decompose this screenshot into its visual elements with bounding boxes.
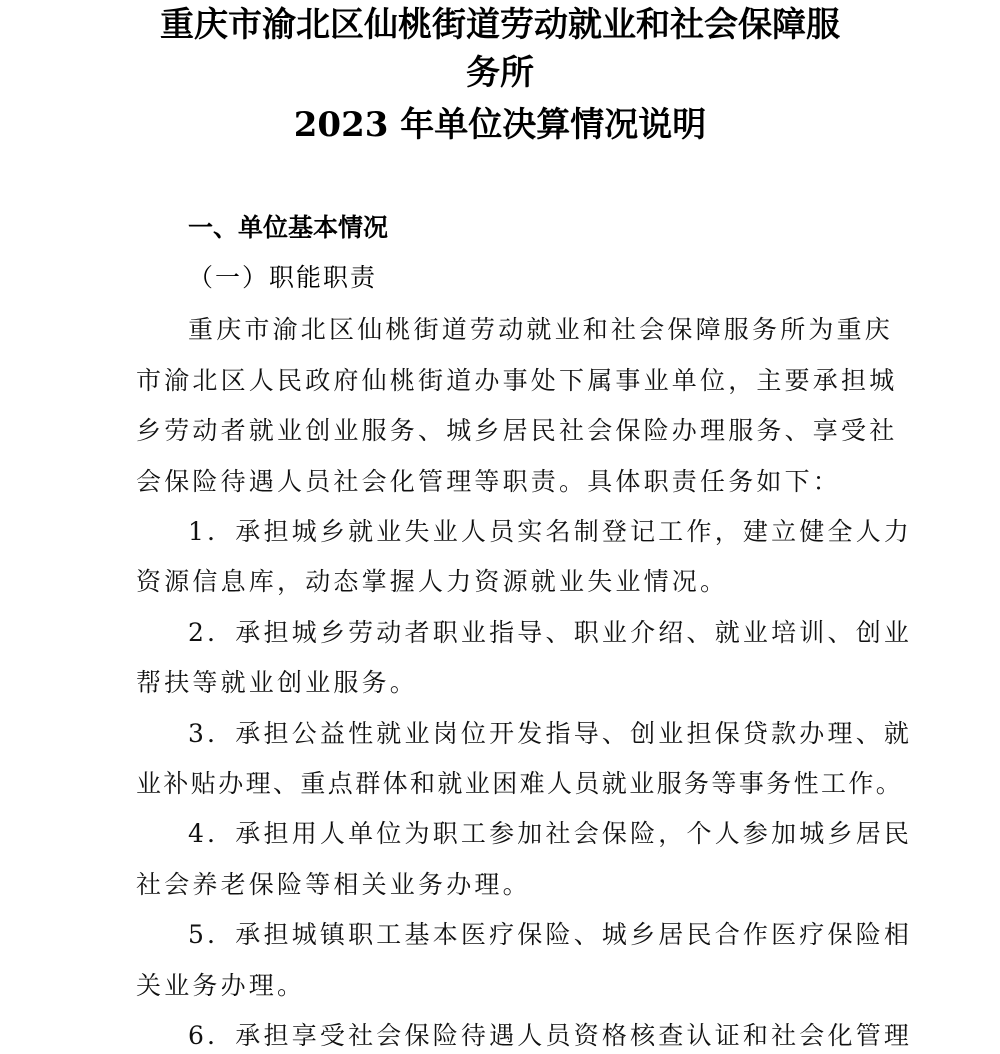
list-item-line: 1．承担城乡就业失业人员实名制登记工作，建立健全人力 (188, 517, 913, 546)
list-item-line: 业补贴办理、重点群体和就业困难人员就业服务等事务性工作。 (136, 769, 904, 798)
list-item-line: 资源信息库，动态掌握人力资源就业失业情况。 (136, 567, 729, 596)
document-title-line-2: 务所 (466, 53, 534, 93)
list-item-line: 2．承担城乡劳动者职业指导、职业介绍、就业培训、创业 (188, 618, 913, 647)
list-item-line: 4．承担用人单位为职工参加社会保险，个人参加城乡居民 (188, 819, 913, 848)
list-item-line: 社会养老保险等相关业务办理。 (136, 870, 531, 899)
paragraph-line: 乡劳动者就业创业服务、城乡居民社会保险办理服务、享受社 (136, 416, 898, 445)
list-item-line: 帮扶等就业创业服务。 (136, 668, 419, 697)
paragraph-line: 重庆市渝北区仙桃街道劳动就业和社会保障服务所为重庆 (188, 315, 894, 344)
document-title-line-3: 2023 年单位决算情况说明 (293, 105, 707, 145)
paragraph-line: 市渝北区人民政府仙桃街道办事处下属事业单位，主要承担城 (136, 366, 898, 395)
subsection-heading: （一）职能职责 (188, 263, 378, 292)
paragraph-line: 会保险待遇人员社会化管理等职责。具体职责任务如下： (136, 467, 842, 496)
list-item-line: 5．承担城镇职工基本医疗保险、城乡居民合作医疗保险相 (188, 920, 913, 949)
list-item-line: 3．承担公益性就业岗位开发指导、创业担保贷款办理、就 (188, 719, 913, 748)
list-item-line: 6．承担享受社会保险待遇人员资格核查认证和社会化管理 (188, 1021, 913, 1050)
section-heading: 一、单位基本情况 (188, 213, 389, 242)
document-title-line-1: 重庆市渝北区仙桃街道劳动就业和社会保障服 (160, 5, 840, 45)
list-item-line: 关业务办理。 (136, 971, 306, 1000)
